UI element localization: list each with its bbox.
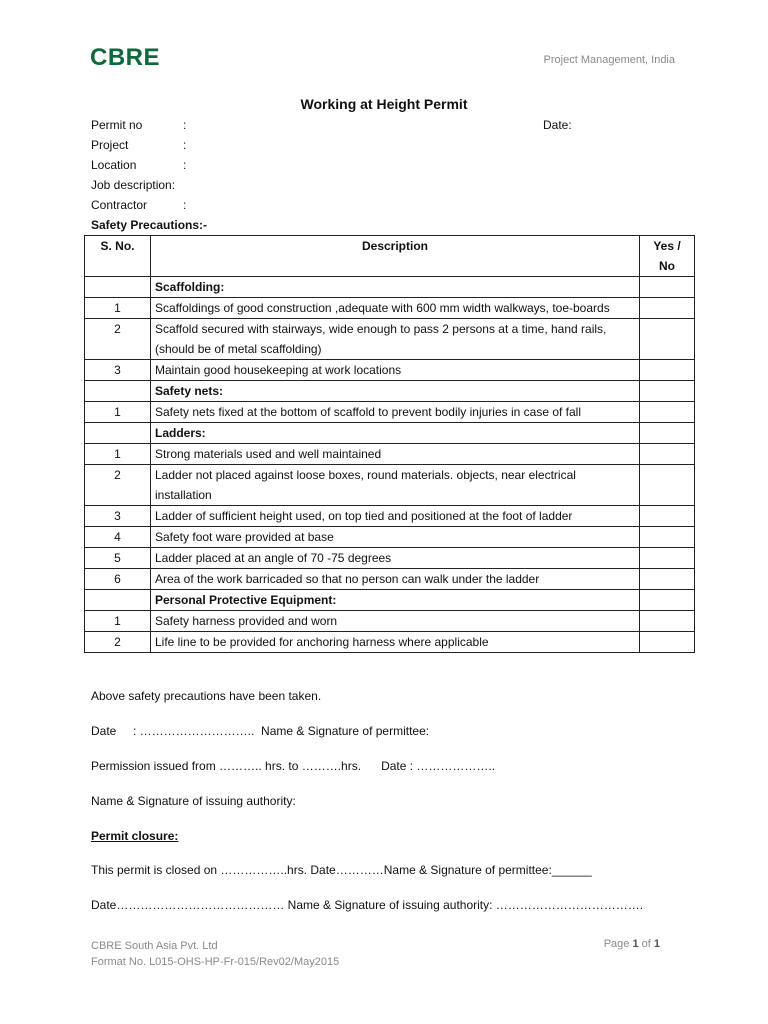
description-cell: Maintain good housekeeping at work locations — [151, 360, 640, 381]
permit-fields — [91, 115, 691, 235]
description-cell: Ladder not placed against loose boxes, round materials. objects, near electrical installation — [151, 465, 640, 506]
sno-cell: 3 — [85, 360, 151, 381]
description-cell: Scaffoldings of good construction ,adequate with 600 mm width walkways, toe-boards — [151, 298, 640, 319]
sno-cell: 6 — [85, 569, 151, 590]
description-cell: Area of the work barricaded so that no person can walk under the ladder — [151, 569, 640, 590]
date-label: Date: — [543, 118, 572, 132]
table-row — [85, 569, 695, 590]
description-header: Description — [151, 236, 640, 277]
job-description-label: Job description: — [91, 178, 176, 192]
table-row — [85, 506, 695, 527]
yesno-cell[interactable] — [640, 569, 695, 590]
permit-no-row: Permit no : Date: — [91, 115, 691, 135]
yesno-cell[interactable] — [640, 319, 695, 360]
sno-header: S. No. — [85, 236, 151, 277]
yesno-header: Yes / No — [640, 236, 695, 277]
permit-no-label: Permit no — [91, 118, 143, 132]
permit-closed-line: This permit is closed on ……………..hrs. Date…………Name & Signature of permittee:______ — [91, 863, 592, 877]
permittee-date-line: Date : ……………………….. Name & Signature of permittee: — [91, 724, 430, 738]
safety-precautions-heading: Safety Precautions:- — [91, 218, 208, 232]
safety-checklist-table — [84, 235, 695, 653]
section-title: Scaffolding: — [151, 277, 640, 298]
sno-cell: 2 — [85, 319, 151, 360]
description-cell: Safety harness provided and worn — [151, 611, 640, 632]
closure-authority-line: Date…………………………………… Name & Signature of issuing authority: ………………………………. — [91, 898, 644, 912]
sno-cell: 1 — [85, 402, 151, 423]
company-logo: CBRE — [90, 44, 161, 71]
table-row — [85, 444, 695, 465]
yesno-cell[interactable] — [640, 632, 695, 653]
table-row — [85, 298, 695, 319]
description-cell: Life line to be provided for anchoring harness where applicable — [151, 632, 640, 653]
yesno-cell[interactable] — [640, 360, 695, 381]
yesno-cell[interactable] — [640, 444, 695, 465]
description-cell: Ladder placed at an angle of 70 -75 degrees — [151, 548, 640, 569]
page-number: Page 1 of 1 — [603, 938, 660, 950]
description-cell: Safety foot ware provided at base — [151, 527, 640, 548]
section-title: Ladders: — [151, 423, 640, 444]
issuing-authority-line: Name & Signature of issuing authority: — [91, 794, 296, 808]
description-cell: Ladder of sufficient height used, on top tied and positioned at the foot of ladder — [151, 506, 640, 527]
project-row: Project : — [91, 135, 691, 155]
sno-cell: 1 — [85, 611, 151, 632]
location-row: Location : — [91, 155, 691, 175]
yesno-cell[interactable] — [640, 611, 695, 632]
section-title: Safety nets: — [151, 381, 640, 402]
sno-cell — [85, 423, 151, 444]
sno-cell — [85, 381, 151, 402]
sno-cell — [85, 590, 151, 611]
permit-closure-heading: Permit closure: — [91, 829, 179, 843]
yesno-cell[interactable] — [640, 506, 695, 527]
page-title: Working at Height Permit — [300, 96, 468, 112]
sno-cell: 2 — [85, 465, 151, 506]
sno-cell: 1 — [85, 298, 151, 319]
sno-cell: 4 — [85, 527, 151, 548]
sno-cell: 5 — [85, 548, 151, 569]
yesno-cell[interactable] — [640, 277, 695, 298]
sno-cell: 2 — [85, 632, 151, 653]
section-row — [85, 590, 695, 611]
section-row — [85, 277, 695, 298]
permission-issued-line: Permission issued from ……….. hrs. to ……….hrs. Date : ……………….. — [91, 759, 496, 773]
contractor-label: Contractor — [91, 198, 148, 212]
yesno-cell[interactable] — [640, 527, 695, 548]
table-row — [85, 360, 695, 381]
yesno-cell[interactable] — [640, 298, 695, 319]
sno-cell — [85, 277, 151, 298]
table-header-row — [85, 236, 695, 277]
job-description-row — [91, 175, 691, 195]
description-cell: Safety nets fixed at the bottom of scaffold to prevent bodily injuries in case of fall — [151, 402, 640, 423]
footer-format-no: Format No. L015-OHS-HP-Fr-015/Rev02/May2015 — [91, 956, 340, 968]
location-label: Location — [91, 158, 137, 172]
table-row — [85, 548, 695, 569]
project-label: Project — [91, 138, 129, 152]
yesno-cell[interactable] — [640, 381, 695, 402]
section-row — [85, 381, 695, 402]
table-row — [85, 527, 695, 548]
yesno-cell[interactable] — [640, 402, 695, 423]
sno-cell: 3 — [85, 506, 151, 527]
table-row — [85, 465, 695, 506]
sno-cell: 1 — [85, 444, 151, 465]
table-row — [85, 632, 695, 653]
precautions-taken-note: Above safety precautions have been taken. — [91, 689, 322, 703]
header-division: Project Management, India — [543, 54, 675, 66]
description-cell: Scaffold secured with stairways, wide enough to pass 2 persons at a time, hand rails,(should be of metal scaffolding) — [151, 319, 640, 360]
table-row — [85, 402, 695, 423]
description-cell: Strong materials used and well maintained — [151, 444, 640, 465]
footer-info — [91, 938, 339, 970]
table-row — [85, 319, 695, 360]
section-title: Personal Protective Equipment: — [151, 590, 640, 611]
yesno-cell[interactable] — [640, 423, 695, 444]
section-row — [85, 423, 695, 444]
yesno-cell[interactable] — [640, 590, 695, 611]
contractor-row: Contractor : — [91, 195, 691, 215]
yesno-cell[interactable] — [640, 465, 695, 506]
yesno-cell[interactable] — [640, 548, 695, 569]
table-row — [85, 611, 695, 632]
footer-company: CBRE South Asia Pvt. Ltd — [91, 940, 218, 952]
